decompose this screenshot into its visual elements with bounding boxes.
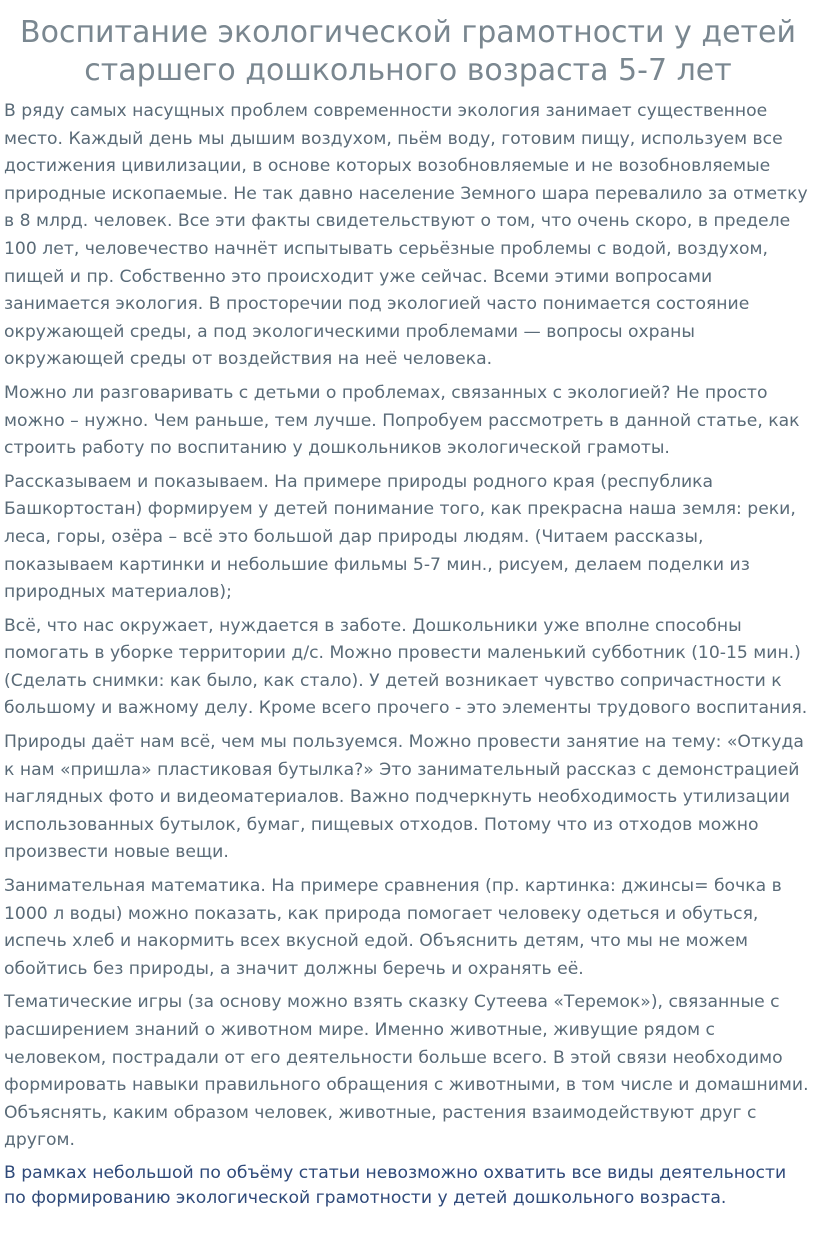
paragraph-thematic-games: Тематические игры (за основу можно взять сказку Сутеева «Теремок»), связанные с расширением знаний о животном мире. Именно животные, живущие рядом с человеком, пострадали от его деятельности больше всего. В этой связи необходимо формировать навыки правильного обращения с животными, в том числе и домашними. Объяснять, каким образом человек, животные, растения взаимодействуют друг с другом.: [4, 992, 809, 1151]
document-title: Воспитание экологической грамотности у детей старшего дошкольного возраста 5-7 лет: [20, 15, 796, 88]
paragraph-care: Всё, что нас окружает, нуждается в заботе. Дошкольники уже вполне способны помогать в уборке территории д/с. Можно провести маленький субботник (10-15 мин.) (Сделать снимки: как было, как стало). У детей возникает чувство сопричастности к большому и важному делу. Кроме всего прочего - это элементы трудового воспитания.: [4, 615, 808, 719]
paragraph-talk-with-children: Можно ли разговаривать с детьми о проблемах, связанных с экологией? Не просто можно – нужно. Чем раньше, тем лучше. Попробуем рассмотреть в данной статье, как строить работу по воспитанию у дошкольников экологической грамоты.: [4, 382, 800, 459]
paragraph-tell-and-show: Рассказываем и показываем. На примере природы родного края (республика Башкортостан) формируем у детей понимание того, как прекрасна наша земля: реки, леса, горы, озёра – всё это большой дар природы людям. (Читаем рассказы, показываем картинки и небольшие фильмы 5-7 мин., рисуем, делаем поделки из природных материалов);: [4, 471, 796, 603]
paragraph-plastic-bottle: Природы даёт нам всё, чем мы пользуемся. Можно провести занятие на тему: «Откуда к нам «пришла» пластиковая бутылка?» Это занимательный рассказ с демонстрацией наглядных фото и видеоматериалов. Важно подчеркнуть необходимость утилизации использованных бутылок, бумаг, пищевых отходов. Потому что из отходов можно произвести новые вещи.: [4, 732, 804, 863]
conclusion-text: В рамках небольшой по объёму статьи невозможно охватить все виды деятельности по формированию экологической грамотности у детей дошкольного возраста.: [4, 1162, 787, 1208]
paragraph-ecology-intro: В ряду самых насущных проблем современности экология занимает существенное место. Каждый день мы дышим воздухом, пьём воду, готовим пищу, используем все достижения цивилизации, в основе которых возобновляемые и не возобновляемые природные ископаемые. Не так давно население Земного шара перевалило за отметку в 8 млрд. человек. Все эти факты свидетельствуют о том, что очень скоро, в пределе 100 лет, человечество начнёт испытывать серьёзные проблемы с водой, воздухом, пищей и пр. Собственно это происходит уже сейчас. Всеми этими вопросами занимается экология. В просторечии под экологией часто понимается состояние окружающей среды, а под экологическими проблемами — вопросы охраны окружающей среды от воздействия на неё человека.: [4, 101, 808, 370]
paragraph-math: Занимательная математика. На примере сравнения (пр. картинка: джинсы= бочка в 1000 л воды) можно показать, как природа помогает человеку одеться и обуться, испечь хлеб и накормить всех вкусной едой. Объяснить детям, что мы не можем обойтись без природы, а значит должны беречь и охранять её.: [4, 876, 782, 979]
